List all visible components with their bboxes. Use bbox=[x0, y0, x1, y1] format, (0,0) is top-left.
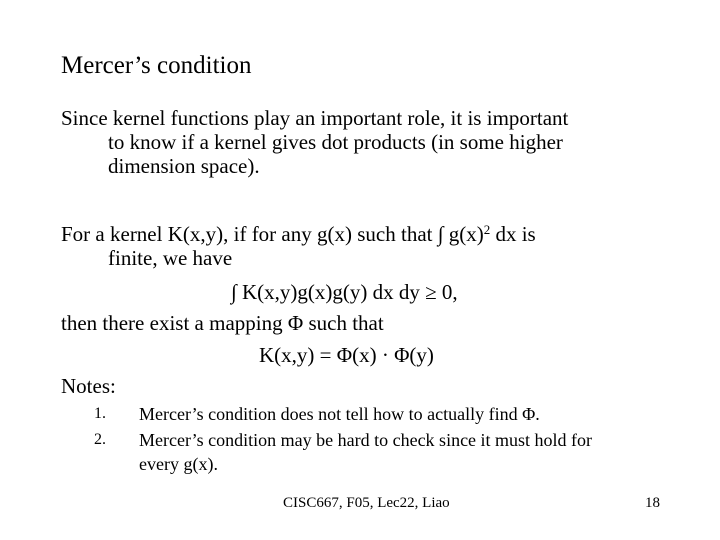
integral-formula: ∫ K(x,y)g(x)g(y) dx dy ≥ 0, bbox=[231, 280, 458, 304]
note-2-text-line-1: Mercer’s condition may be hard to check since it must hold for bbox=[139, 430, 593, 450]
paragraph-1-line-2: to know if a kernel gives dot products (in some higher bbox=[108, 130, 563, 154]
paragraph-2-line-3: then there exist a mapping Φ such that bbox=[61, 311, 384, 335]
note-1-text: Mercer’s condition does not tell how to actually find Φ. bbox=[139, 404, 540, 424]
notes-heading: Notes: bbox=[61, 374, 116, 398]
paragraph-1-line-3: dimension space). bbox=[108, 154, 260, 178]
kernel-mapping-formula: K(x,y) = Φ(x) · Φ(y) bbox=[259, 343, 434, 367]
slide-title: Mercer’s condition bbox=[61, 52, 252, 79]
paragraph-2-line-2: finite, we have bbox=[108, 246, 233, 270]
paragraph-2-line-1-text: For a kernel K(x,y), if for any g(x) such that ∫ g(x) bbox=[61, 222, 484, 246]
paragraph-1-line-1: Since kernel functions play an important role, it is important bbox=[61, 106, 569, 130]
slide-footer: CISC667, F05, Lec22, Liao bbox=[283, 495, 450, 511]
paragraph-2-line-1 bbox=[61, 222, 536, 246]
note-1-number: 1. bbox=[94, 405, 106, 422]
note-2-number: 2. bbox=[94, 431, 106, 448]
superscript-2: 2 bbox=[483, 222, 491, 237]
note-2-text-line-2: every g(x). bbox=[139, 454, 218, 474]
paragraph-2-line-1-tail: dx is bbox=[490, 222, 536, 246]
page-number: 18 bbox=[645, 495, 660, 511]
